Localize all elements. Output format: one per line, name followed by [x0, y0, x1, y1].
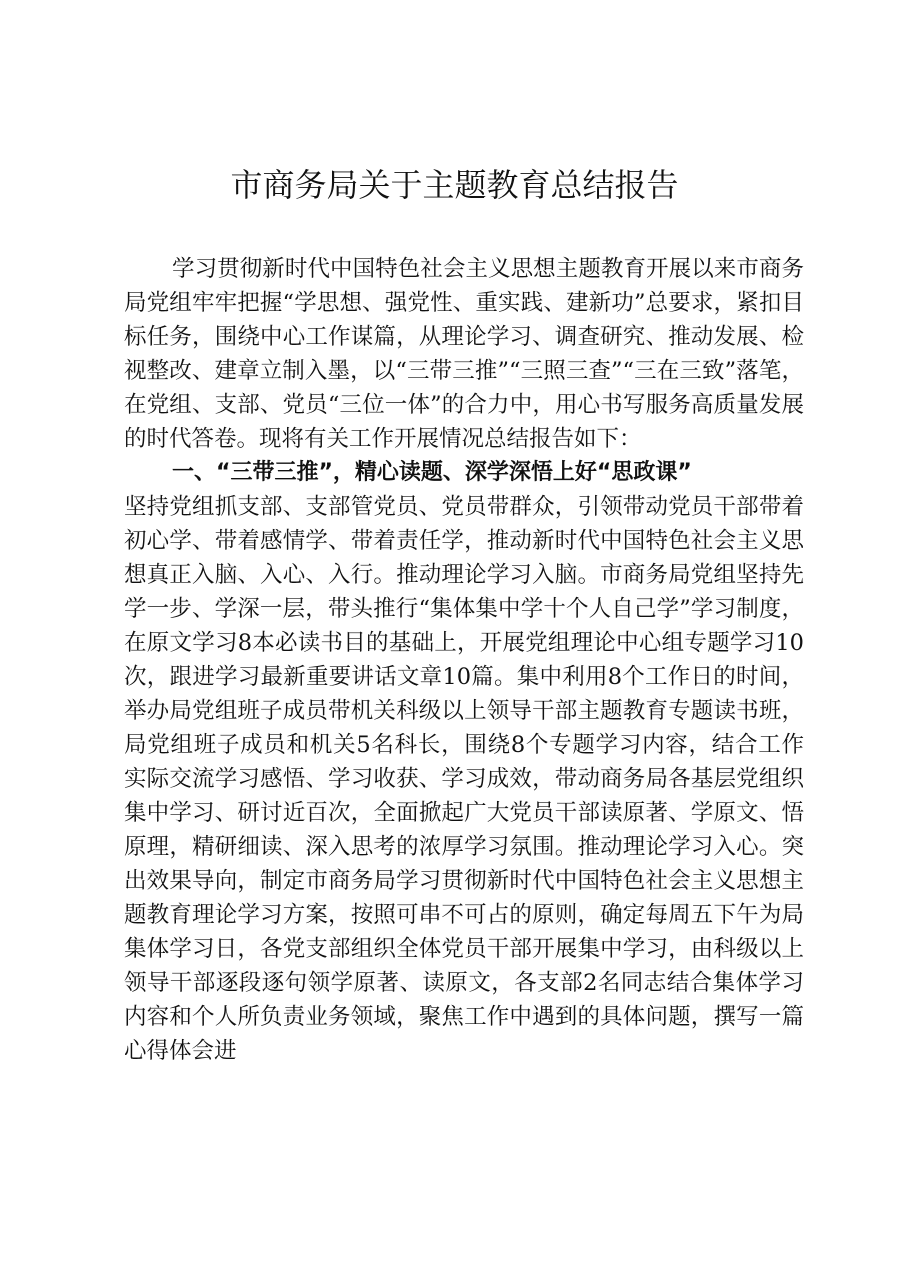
section-paragraph: 坚持党组抓支部、支部管党员、党员带群众，引领带动党员干部带着初心学、带着感情学、带着责任学，推动新时代中国特色社会主义思想真正入脑、入心、入行。推动理论学习入脑。市商务局党组坚持先学一步、学深一层，带头推行“集体集中学十个人自己学”学习制度，在原文学习8本必读书目的基础上，开展党组理论中心组专题学习10次，跟进学习最新重要讲话文章10篇。集中利用8个工作日的时间，举办局党组班子成员带机关科级以上领导干部主题教育专题读书班，局党组班子成员和机关5名科长，围绕8个专题学习内容，结合工作实际交流学习感悟、学习收获、学习成效，带动商务局各基层党组织集中学习、研讨近百次，全面掀起广大党员干部读原著、学原文、悟原理，精研细读、深入思考的浓厚学习氛围。推动理论学习入心。突出效果导向，制定市商务局学习贯彻新时代中国特色社会主义思想主题教育理论学习方案，按照可串不可占的原则，确定每周五下午为局集体学习日，各党支部组织全体党员干部开展集中学习，由科级以上领导干部逐段逐句领学原著、读原文，各支部2名同志结合集体学习内容和个人所负责业务领域，聚焦工作中遇到的具体问题，撰写一篇心得体会进: [124, 494, 804, 1064]
document-title: 市商务局关于主题教育总结报告: [230, 166, 679, 204]
section-heading: 一、“三带三推”，精心读题、深学深悟上好“思政课”: [172, 460, 692, 485]
intro-paragraph: 学习贯彻新时代中国特色社会主义思想主题教育开展以来市商务局党组牢牢把握“学思想、强党性、重实践、建新功”总要求，紧扣目标任务，围绕中心工作谋篇，从理论学习、调查研究、推动发展、检视整改、建章立制入墨，以“三带三推”“三照三查”“三在三致”落笔，在党组、支部、党员“三位一体”的合力中，用心书写服务高质量发展的时代答卷。现将有关工作开展情况总结报告如下：: [124, 256, 804, 452]
document-body: [124, 252, 804, 1068]
